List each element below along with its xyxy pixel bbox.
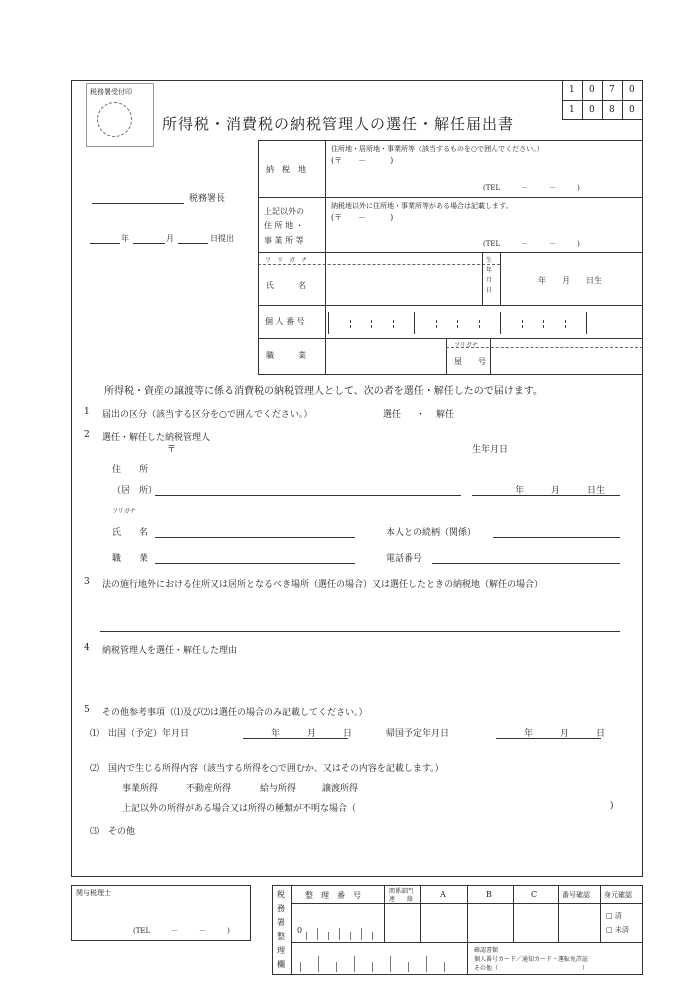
lower-tick: [426, 956, 427, 972]
address-label: 納 税 地: [266, 165, 306, 174]
address-tel[interactable]: (TEL － － ): [483, 184, 580, 192]
lower-tick: [336, 962, 337, 972]
mynumber-label: 個 人 番 号: [265, 317, 305, 326]
code-digit: 0: [629, 105, 635, 115]
serial-tick: [317, 928, 318, 940]
code-digit: 0: [589, 85, 595, 95]
doc-list: 個人番号カード／通知カード・運転免許証: [474, 956, 589, 963]
s1-option-dismiss[interactable]: 解任: [436, 410, 455, 420]
tax-accountant-tel[interactable]: (TEL － － ): [133, 927, 230, 935]
side-label-char: 署: [277, 918, 285, 927]
office-name-line[interactable]: [92, 203, 184, 204]
serial-tick: [350, 932, 351, 940]
submit-day-line[interactable]: [178, 243, 208, 244]
lower-tick: [300, 962, 301, 972]
name-label: 氏 名: [266, 281, 306, 290]
mynumber-divider: [436, 320, 437, 328]
lower-tick: [372, 962, 373, 972]
lower-tick: [408, 962, 409, 972]
mynumber-divider: [371, 320, 372, 328]
s1-option-appoint[interactable]: 選任: [383, 410, 402, 420]
income-salary[interactable]: 給与所得: [260, 784, 297, 794]
s4-label: 納税管理人を選任・解任した理由: [102, 646, 238, 656]
occupation-label: 職 業: [266, 351, 306, 360]
serial-tick: [339, 928, 340, 940]
taxpayer-table: [258, 140, 643, 375]
s2-label: 選任・解任した納税管理人: [102, 433, 211, 443]
s3-line[interactable]: [100, 631, 620, 632]
lower-tick: [444, 962, 445, 972]
doc-other: その他（ ）: [474, 965, 589, 972]
code-digit: 0: [589, 105, 595, 115]
office-chief-label: 税務署長: [189, 194, 226, 204]
income-business[interactable]: 事業所得: [122, 784, 159, 794]
s1-label: 届出の区分（該当する区分を○で囲んでください。）: [102, 410, 313, 420]
code-digit: 8: [609, 105, 615, 115]
mynumber-divider: [350, 320, 351, 328]
mynumber-divider: [457, 320, 458, 328]
agent-phone-line[interactable]: [432, 563, 620, 564]
mynumber-divider: [522, 320, 523, 328]
s3-label: 法の施行地外における住所又は居所となるべき場所（選任の場合）又は選任したときの納税地（解任の場合）: [102, 580, 544, 590]
mynumber-divider: [500, 312, 501, 334]
code-digit: 1: [569, 105, 575, 115]
income-realestate[interactable]: 不動産所得: [186, 784, 232, 794]
side-label-char: 税: [277, 890, 285, 899]
code-digit: 0: [629, 85, 635, 95]
return-date-line[interactable]: [496, 738, 601, 739]
mynumber-divider: [328, 312, 329, 334]
agent-relation-line[interactable]: [493, 537, 620, 538]
receipt-stamp-circle: [97, 102, 132, 137]
address-postal[interactable]: (〒 － ): [331, 156, 394, 165]
lower-tick: [318, 956, 319, 972]
income-transfer[interactable]: 譲渡所得: [322, 784, 359, 794]
serial-tick: [306, 932, 307, 940]
side-label-char: 理: [277, 946, 285, 955]
shop-label: 屋 号: [454, 357, 486, 366]
receipt-stamp-label: 税務署受付印: [90, 88, 132, 96]
mynumber-divider: [565, 320, 566, 328]
mynumber-divider: [543, 320, 544, 328]
identity-done[interactable]: □ 済: [606, 912, 622, 920]
mynumber-divider: [586, 312, 587, 334]
shop-furigana-label: フリガナ: [454, 342, 478, 349]
identity-notyet[interactable]: □ 未済: [606, 926, 629, 934]
departure-date-line[interactable]: [243, 738, 348, 739]
mynumber-divider: [479, 320, 480, 328]
serial-tick: [372, 932, 373, 940]
agent-occupation-line[interactable]: [155, 563, 355, 564]
form-title: 所得税・消費税の納税管理人の選任・解任届出書: [162, 115, 515, 133]
other-address-tel[interactable]: (TEL － － ): [483, 240, 580, 248]
code-digit: 1: [569, 85, 575, 95]
statement: 所得税・資産の譲渡等に係る消費税の納税管理人として、次の者を選任・解任したので届けます。: [104, 386, 543, 397]
side-label-char: 欄: [277, 960, 285, 969]
side-label-char: 整: [277, 932, 285, 941]
serial-tick: [361, 928, 362, 940]
submit-year-line[interactable]: [90, 243, 120, 244]
submit-month-line[interactable]: [133, 243, 165, 244]
lower-tick: [354, 956, 355, 972]
other-address-note: 納税地以外に住所地・事業所等がある場合は記載します。: [331, 202, 513, 210]
doc-confirm: 確認書類: [474, 947, 499, 954]
code-digit: 7: [609, 85, 615, 95]
birth-vertical-label: 生年月日: [486, 257, 493, 294]
other-address-postal[interactable]: (〒 － ): [331, 213, 394, 222]
serial-tick: [328, 932, 329, 940]
s5-label: その他参考事項（⑴及び⑵は選任の場合のみ記載してください。）: [102, 708, 368, 718]
lower-tick: [390, 956, 391, 972]
furigana-label: フ リ ガ ナ: [265, 257, 308, 264]
tax-accountant-label: 関与税理士: [76, 889, 111, 897]
agent-name-line[interactable]: [155, 537, 355, 538]
side-label-char: 務: [277, 904, 285, 913]
address-note: 住所地・居所地・事業所等（該当するものを○で囲んでください。）: [331, 145, 544, 153]
agent-address-line[interactable]: [155, 495, 461, 496]
birth-date[interactable]: 年 月 日生: [538, 276, 602, 285]
agent-birth-date: 年 月 日生: [515, 486, 606, 496]
mynumber-divider: [414, 312, 415, 334]
mynumber-divider: [393, 320, 394, 328]
